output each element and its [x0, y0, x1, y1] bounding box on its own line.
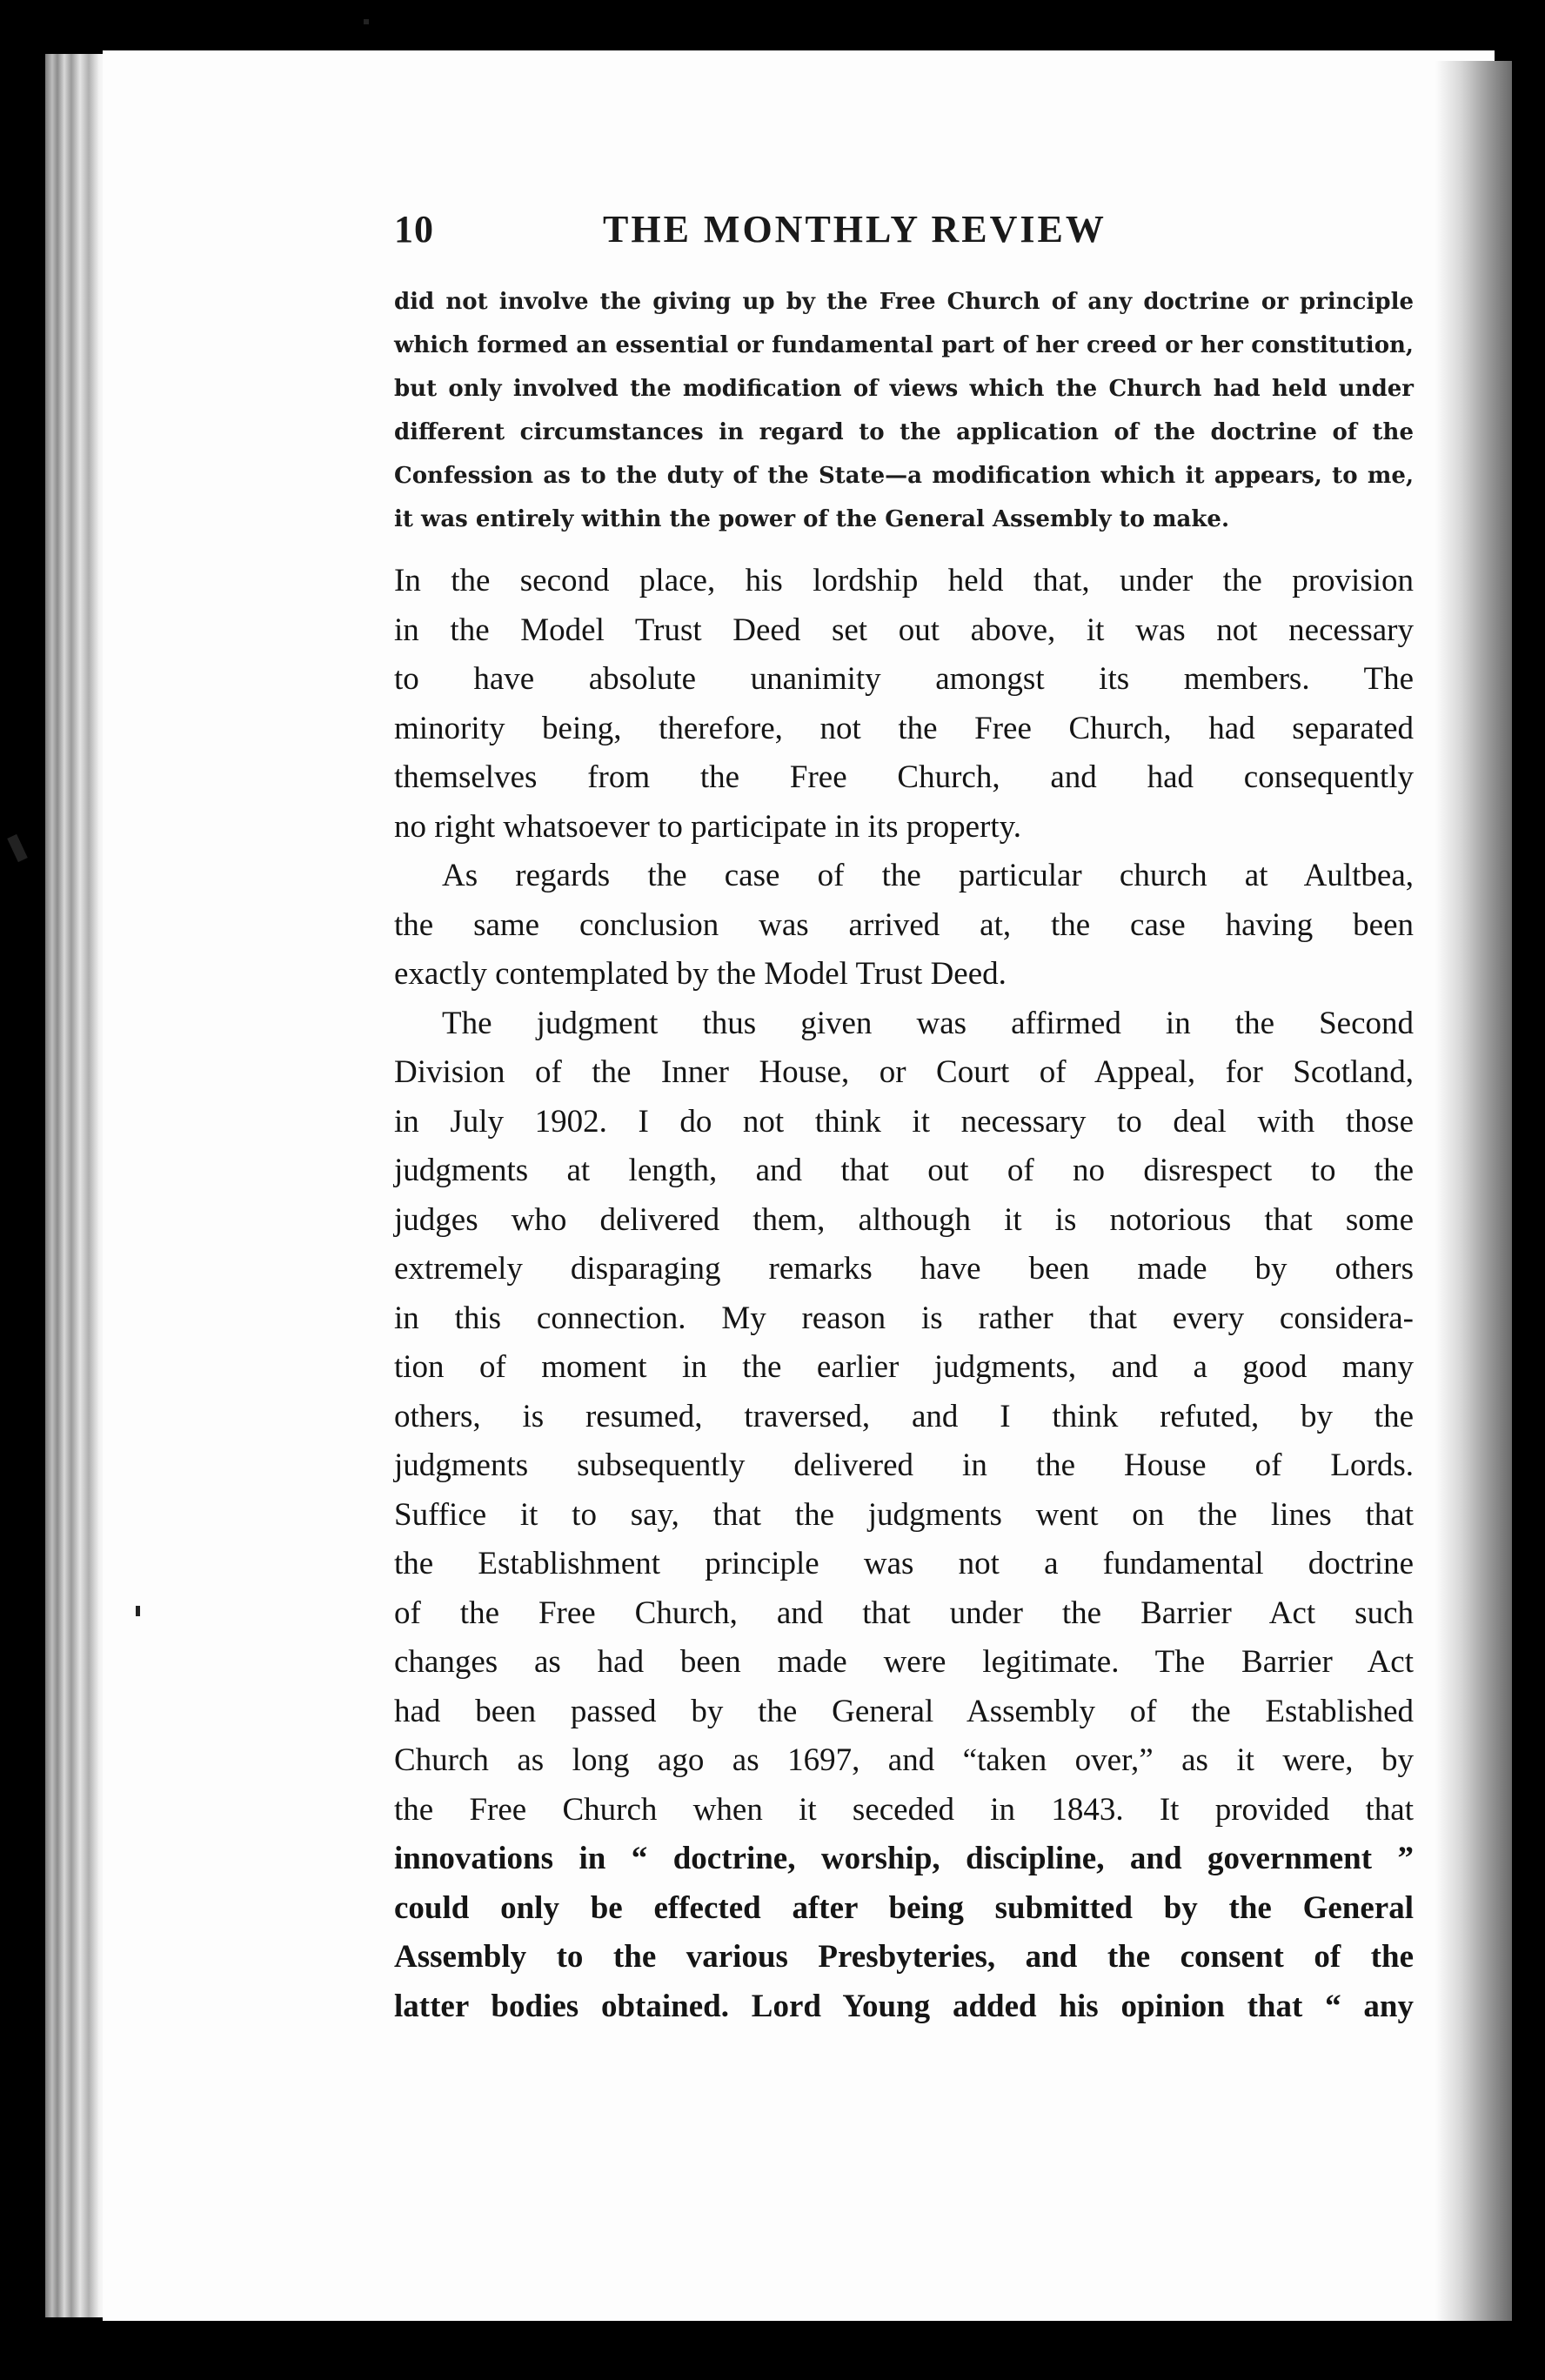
block-quotation [394, 280, 1414, 541]
paragraph-1-line: in the Model Trust Deed set out above, it was not necessary [394, 612, 1414, 648]
paragraph-3-line: in this connection. My reason is rather that every considera- [394, 1300, 1414, 1336]
paragraph-3-line: innovations in “ doctrine, worship, discipline, and government ” [394, 1841, 1414, 1876]
quote-line: different circumstances in regard to the application of the doctrine of the [394, 419, 1414, 445]
paragraph-3-line: judges who delivered them, although it is notorious that some [394, 1201, 1414, 1238]
paragraph-1-line: In the second place, his lordship held that, under the provision [394, 563, 1414, 598]
paragraph-3-line: Church as long ago as 1697, and “taken over,” as it were, by [394, 1742, 1414, 1778]
quote-line: which formed an essential or fundamental part of her creed or her constitution, [394, 332, 1414, 358]
paragraph-3-line: of the Free Church, and that under the Barrier Act such [394, 1594, 1414, 1631]
paragraph-3-line: judgments subsequently delivered in the House of Lords. [394, 1447, 1414, 1483]
body-text [394, 557, 1414, 2031]
paragraph-3-line: extremely disparaging remarks have been made by others [394, 1251, 1414, 1287]
scan-speck [364, 19, 369, 24]
page-curl-shadow [1435, 61, 1512, 2321]
paragraph-3-line: could only be effected after being submitted by the General [394, 1889, 1414, 1926]
paragraph-2-line: As regards the case of the particular church at Aultbea, [442, 858, 1414, 893]
scan-speck [136, 1606, 140, 1616]
paragraph-3-line: Suffice it to say, that the judgments went on the lines that [394, 1496, 1414, 1533]
paragraph-3-line: judgments at length, and that out of no disrespect to the [394, 1153, 1414, 1188]
paragraph-2-line: the same conclusion was arrived at, the case having been [394, 906, 1414, 943]
paragraph-1-line: to have absolute unanimity amongst its members. The [394, 661, 1414, 697]
paragraph-1-line: themselves from the Free Church, and had consequently [394, 759, 1414, 795]
quote-line: did not involve the giving up by the Free Church of any doctrine or principle [394, 289, 1414, 315]
quote-line: but only involved the modification of views which the Church had held under [394, 376, 1414, 402]
paragraph-1-line: no right whatsoever to participate in its property. [394, 808, 1021, 845]
quote-line: Confession as to the duty of the State—a modification which it appears, to me, [394, 463, 1414, 489]
page-number: 10 [394, 208, 434, 251]
page-stack-edge [45, 54, 106, 2317]
paragraph-3-line: The judgment thus given was affirmed in the Second [442, 1005, 1414, 1041]
journal-title: THE MONTHLY REVIEW [603, 208, 1107, 251]
paragraph-3-line: the Establishment principle was not a fundamental doctrine [394, 1546, 1414, 1581]
paragraph-3-line: changes as had been made were legitimate. The Barrier Act [394, 1644, 1414, 1680]
paragraph-3-line: Assembly to the various Presbyteries, and the consent of the [394, 1939, 1414, 1975]
paragraph-3-line: the Free Church when it seceded in 1843. It provided that [394, 1791, 1414, 1828]
scan-speck [7, 834, 28, 862]
paragraph-3-line: latter bodies obtained. Lord Young added his opinion that “ any [394, 1988, 1414, 2024]
running-head [394, 207, 1187, 259]
paragraph-3-line: had been passed by the General Assembly of the Established [394, 1693, 1414, 1729]
paragraph-3-line: Division of the Inner House, or Court of Appeal, for Scotland, [394, 1054, 1414, 1090]
paragraph-3-line: others, is resumed, traversed, and I think refuted, by the [394, 1398, 1414, 1434]
paragraph-2-line: exactly contemplated by the Model Trust Deed. [394, 956, 1007, 992]
paragraph-3-line: tion of moment in the earlier judgments, and a good many [394, 1349, 1414, 1385]
paragraph-3-line: in July 1902. I do not think it necessary to deal with those [394, 1103, 1414, 1140]
quote-line: it was entirely within the power of the General Assembly to make. [394, 506, 1230, 532]
paragraph-1-line: minority being, therefore, not the Free Church, had separated [394, 710, 1414, 746]
